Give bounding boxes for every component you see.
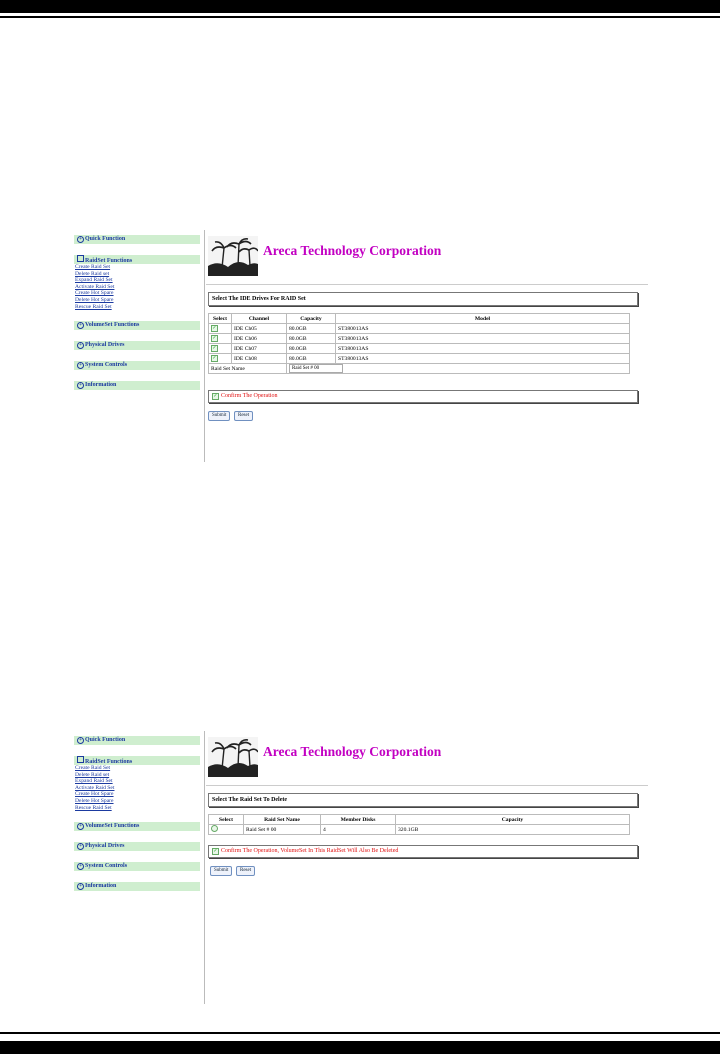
main-content (206, 731, 648, 1004)
panel-title: Select The Raid Set To Delete (208, 793, 638, 807)
ide-drives-table (208, 313, 630, 374)
column-header-capacity: Capacity (287, 314, 336, 324)
capacity-cell: 80.0GB (287, 324, 336, 334)
company-name: Areca Technology Corporation (263, 243, 442, 258)
sidebar (70, 731, 205, 1004)
raid-set-name-label: Raid Set Name (209, 364, 287, 374)
table-row (209, 354, 630, 364)
page-bottom-rule-thick (0, 1041, 720, 1054)
confirm-checkbox[interactable]: ✓ (213, 849, 218, 854)
model-cell: ST380013AS (336, 354, 630, 364)
page-top-rule-thin (0, 16, 720, 18)
channel-cell: IDE Ch07 (232, 344, 287, 354)
capacity-cell: 80.0GB (287, 334, 336, 344)
sidebar-item-create-raid-set[interactable]: Create Raid Set (75, 765, 111, 771)
raid-set-name-cell (287, 364, 630, 374)
sidebar-information[interactable] (74, 381, 200, 390)
expand-icon: + (77, 342, 84, 349)
drive-checkbox[interactable]: ✓ (212, 336, 217, 341)
drive-checkbox[interactable]: ✓ (212, 356, 217, 361)
sidebar-group-label: VolumeSet Functions (85, 322, 140, 329)
expand-icon: + (77, 843, 84, 850)
sidebar-physical-drives[interactable] (74, 842, 200, 851)
model-cell: ST380013AS (336, 324, 630, 334)
collapse-icon (77, 255, 84, 262)
sidebar-raidset-functions[interactable] (74, 756, 200, 765)
column-header-capacity: Capacity (396, 815, 630, 825)
header-banner (206, 232, 648, 285)
confirm-bar (208, 845, 638, 858)
expand-icon: + (77, 236, 84, 243)
sidebar-group-label: VolumeSet Functions (85, 823, 140, 830)
raid-sets-table (208, 814, 630, 835)
column-header-member-disks: Member Disks (321, 815, 396, 825)
select-cell (209, 825, 244, 835)
page-bottom-rule-thin (0, 1032, 720, 1034)
table-row (209, 344, 630, 354)
sidebar-system-controls[interactable] (74, 862, 200, 871)
submit-button[interactable]: Submit (208, 411, 230, 421)
sidebar-system-controls[interactable] (74, 361, 200, 370)
expand-icon: + (77, 322, 84, 329)
sidebar-group-label: Physical Drives (85, 342, 125, 349)
confirm-checkbox[interactable]: ✓ (213, 394, 218, 399)
sidebar-physical-drives[interactable] (74, 341, 200, 350)
table-row (209, 825, 630, 835)
confirm-label: Confirm The Operation, VolumeSet In This RaidSet Will Also Be Deleted (221, 848, 399, 854)
submit-button[interactable]: Submit (210, 866, 232, 876)
confirm-bar (208, 390, 638, 403)
table-row (209, 324, 630, 334)
sidebar-volumeset-functions[interactable] (74, 321, 200, 330)
screenshot-delete-raid-set (70, 731, 648, 1004)
sidebar-item-rescue-raid-set[interactable]: Rescue Raid Set (75, 804, 112, 811)
sidebar-item-delete-hot-spare[interactable]: Delete Hot Spare (75, 296, 114, 303)
column-header-raid-set-name: Raid Set Name (244, 815, 321, 825)
header-banner (206, 733, 648, 786)
capacity-cell: 80.0GB (287, 344, 336, 354)
drive-checkbox[interactable]: ✓ (212, 326, 217, 331)
channel-cell: IDE Ch06 (232, 334, 287, 344)
sidebar-item-delete-raid-set[interactable]: Delete Raid set (75, 270, 110, 277)
table-row (209, 334, 630, 344)
member-disks-cell: 4 (321, 825, 396, 835)
raid-set-name-cell: Raid Set # 00 (244, 825, 321, 835)
collapse-icon (77, 756, 84, 763)
sidebar-item-expand-raid-set[interactable]: Expand Raid Set (75, 778, 113, 785)
sidebar-item-create-raid-set[interactable]: Create Raid Set (75, 264, 111, 270)
sidebar (70, 230, 205, 462)
expand-icon: + (77, 823, 84, 830)
column-header-select: Select (209, 314, 232, 324)
reset-button[interactable]: Reset (236, 866, 255, 876)
select-cell (209, 344, 232, 354)
sidebar-group-label: Physical Drives (85, 843, 125, 850)
channel-cell: IDE Ch05 (232, 324, 287, 334)
sidebar-item-rescue-raid-set[interactable]: Rescue Raid Set (75, 303, 112, 310)
page-top-rule-thick (0, 0, 720, 13)
sidebar-item-activate-raid-set[interactable]: Activate Raid Set (75, 283, 115, 290)
sidebar-item-activate-raid-set[interactable]: Activate Raid Set (75, 784, 115, 791)
table-header-row (209, 314, 630, 324)
capacity-cell: 80.0GB (287, 354, 336, 364)
sidebar-group-label: System Controls (85, 362, 128, 369)
select-cell (209, 334, 232, 344)
screenshot-create-raid-set (70, 230, 648, 462)
sidebar-group-label: Information (85, 382, 117, 389)
column-header-select: Select (209, 815, 244, 825)
sidebar-group-label: System Controls (85, 863, 128, 870)
select-cell (209, 354, 232, 364)
raid-set-name-row (209, 364, 630, 374)
panel-title: Select The IDE Drives For RAID Set (208, 292, 638, 306)
main-content (206, 230, 648, 462)
expand-icon: + (77, 382, 84, 389)
company-name: Areca Technology Corporation (263, 744, 442, 759)
model-cell: ST380013AS (336, 334, 630, 344)
sidebar-item-create-hot-spare[interactable]: Create Hot Spare (75, 290, 114, 297)
expand-icon: + (77, 863, 84, 870)
column-header-model: Model (336, 314, 630, 324)
sidebar-item-create-hot-spare[interactable]: Create Hot Spare (75, 791, 114, 798)
sidebar-group-label: RaidSet Functions (85, 258, 133, 264)
expand-icon: + (77, 883, 84, 890)
expand-icon: + (77, 737, 84, 744)
sidebar-quick-function[interactable] (74, 235, 200, 244)
table-header-row (209, 815, 630, 825)
sidebar-group-label: Quick Function (85, 236, 126, 242)
sidebar-group-label: Information (85, 883, 117, 890)
sidebar-information[interactable] (74, 882, 200, 891)
confirm-label: Confirm The Operation (221, 393, 278, 399)
sidebar-item-delete-hot-spare[interactable]: Delete Hot Spare (75, 797, 114, 804)
select-cell (209, 324, 232, 334)
sidebar-group-label: Quick Function (85, 737, 126, 743)
raid-set-radio[interactable] (211, 825, 218, 832)
expand-icon: + (77, 362, 84, 369)
sidebar-group-label: RaidSet Functions (85, 759, 133, 765)
reset-button[interactable]: Reset (234, 411, 253, 421)
sidebar-item-delete-raid-set[interactable]: Delete Raid set (75, 771, 110, 778)
capacity-cell: 320.1GB (396, 825, 630, 835)
channel-cell: IDE Ch08 (232, 354, 287, 364)
palm-trees-logo-icon (208, 737, 258, 777)
sidebar-item-expand-raid-set[interactable]: Expand Raid Set (75, 277, 113, 284)
sidebar-quick-function[interactable] (74, 736, 200, 745)
model-cell: ST380013AS (336, 344, 630, 354)
sidebar-volumeset-functions[interactable] (74, 822, 200, 831)
drive-checkbox[interactable]: ✓ (212, 346, 217, 351)
raid-set-name-input[interactable]: Raid Set # 00 (289, 364, 343, 373)
sidebar-raidset-functions[interactable] (74, 255, 200, 264)
palm-trees-logo-icon (208, 236, 258, 276)
column-header-channel: Channel (232, 314, 287, 324)
